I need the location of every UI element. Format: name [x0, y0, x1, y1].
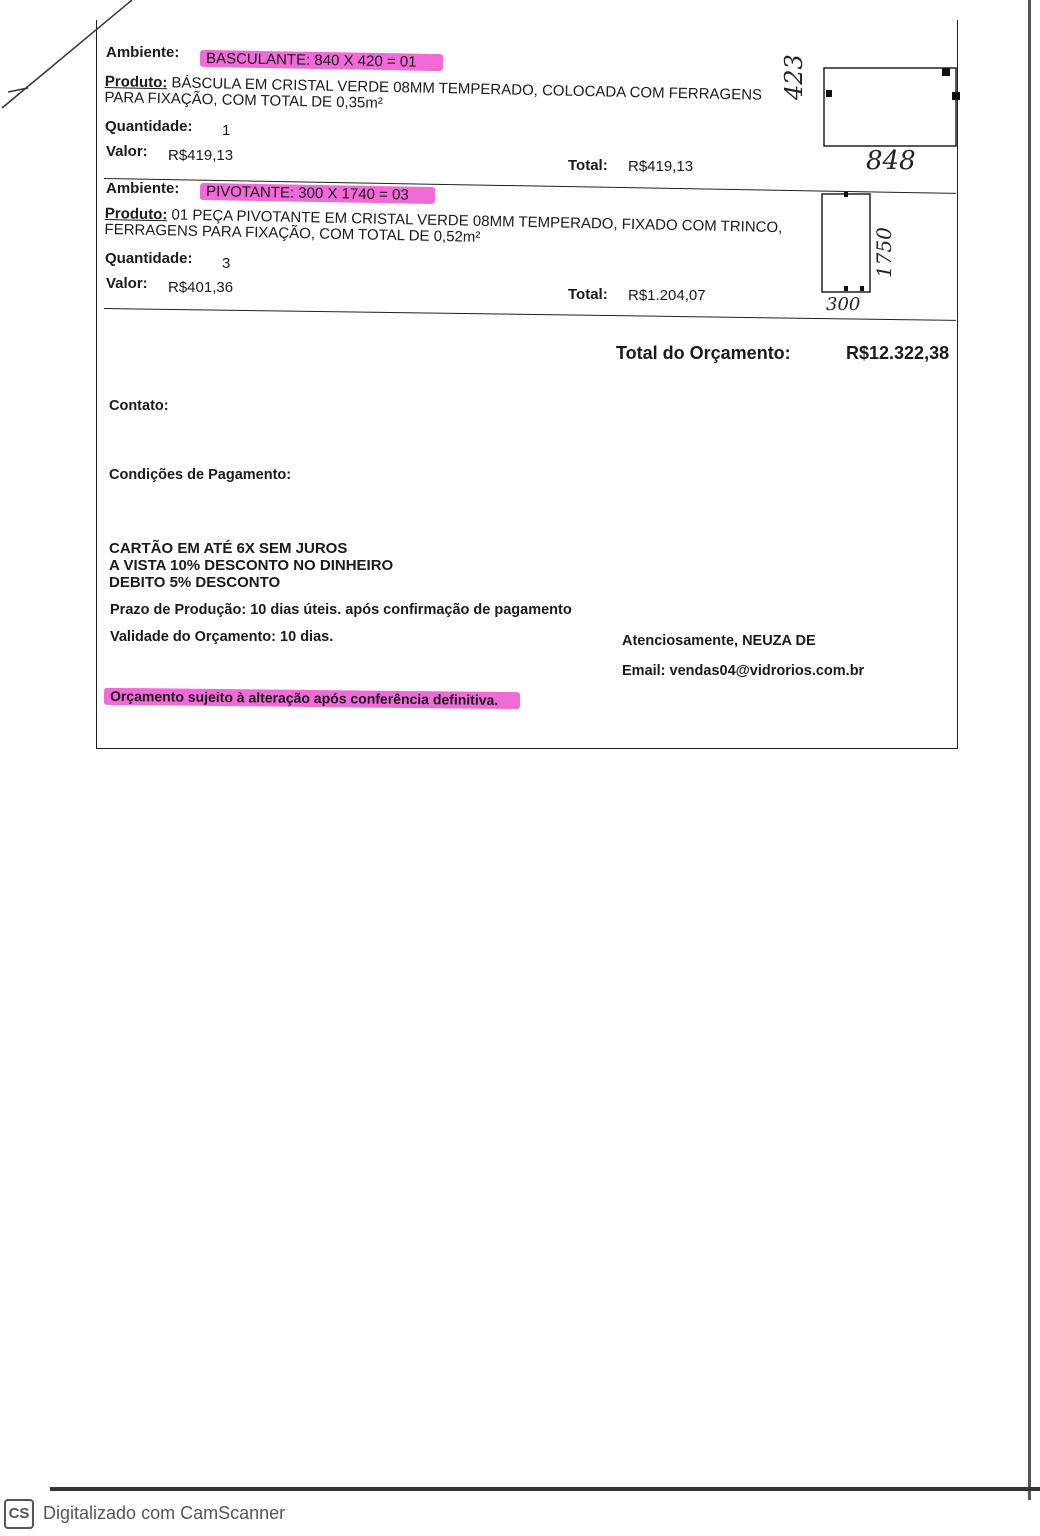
disclaimer-note: Orçamento sujeito à alteração após conferência definitiva.: [104, 688, 520, 709]
prazo-producao: [110, 602, 572, 618]
payment-line: CARTÃO EM ATÉ 6X SEM JUROS: [109, 540, 348, 557]
item2-handwritten-width: 300: [826, 294, 861, 315]
item2-total-value: R$1.204,07: [628, 287, 706, 304]
item2-total-label: Total:: [568, 286, 608, 303]
item2-handwritten-height: 1750: [872, 227, 896, 278]
item1-quantidade-label: Quantidade:: [105, 118, 193, 135]
item1-total-value: R$419,13: [628, 158, 694, 175]
item2-sketch-diagram: [816, 188, 876, 298]
item2-quantidade-label: Quantidade:: [105, 250, 193, 267]
total-orcamento-label: Total do Orçamento:: [616, 343, 791, 363]
item1-valor-label: Valor:: [106, 143, 148, 160]
validade-label: Validade do Orçamento:: [110, 629, 276, 645]
item1-handwritten-height: 423: [780, 54, 808, 100]
payment-terms: [109, 540, 393, 591]
camscanner-text: Digitalizado com CamScanner: [43, 1502, 286, 1523]
item1-valor-value: R$419,13: [168, 147, 234, 164]
item1-produto-text: BÁSCULA EM CRISTAL VERDE 08MM TEMPERADO, COLOCADA COM FERRAGENS PARA FIXAÇÃO, COM TOTAL DE 0,35m²: [104, 74, 763, 112]
validade-orcamento: [110, 629, 333, 645]
prazo-label: Prazo de Produção:: [110, 602, 247, 618]
item2-ambiente-value: PIVOTANTE: 300 X 1740 = 03: [200, 183, 435, 204]
payment-line: DEBITO 5% DESCONTO: [109, 574, 281, 591]
item2-valor-label: Valor:: [106, 275, 148, 292]
contato-label: Contato:: [109, 398, 169, 414]
item2-ambiente-label: Ambiente:: [106, 180, 180, 197]
validade-value: 10 dias.: [280, 629, 334, 645]
item1-produto-label: Produto:: [104, 73, 168, 92]
email: Email: vendas04@vidrorios.com.br: [622, 663, 865, 679]
item1-total-label: Total:: [568, 157, 608, 174]
item1-sketch-diagram: [818, 62, 964, 152]
item2-produto-text: 01 PEÇA PIVOTANTE EM CRISTAL VERDE 08MM TEMPERADO, FIXADO COM TRINCO, FERRAGENS PARA FIXAÇÃO, COM TOTAL DE 0,52m²: [104, 206, 783, 246]
item1-ambiente-label: Ambiente:: [106, 44, 180, 61]
item2-quantidade-value: 3: [222, 255, 231, 272]
item1-quantidade-value: 1: [222, 122, 231, 139]
condicoes-label: Condições de Pagamento:: [109, 467, 292, 483]
item1-ambiente-value: BASCULANTE: 840 X 420 = 01: [200, 50, 443, 71]
payment-line: A VISTA 10% DESCONTO NO DINHEIRO: [109, 557, 394, 574]
item2-valor-value: R$401,36: [168, 279, 234, 296]
prazo-value: 10 dias úteis. após confirmação de pagamento: [250, 602, 572, 618]
camscanner-logo: CS: [4, 1499, 34, 1529]
total-orcamento-value: R$12.322,38: [846, 343, 950, 363]
scanner-footer: [4, 1499, 285, 1529]
item1-handwritten-width: 848: [866, 146, 916, 176]
item2-produto-label: Produto:: [104, 205, 168, 224]
atenciosamente: Atenciosamente, NEUZA DE: [622, 633, 816, 649]
scan-edge-bottom: [50, 1487, 1040, 1491]
scan-edge-right: [1028, 0, 1031, 1500]
